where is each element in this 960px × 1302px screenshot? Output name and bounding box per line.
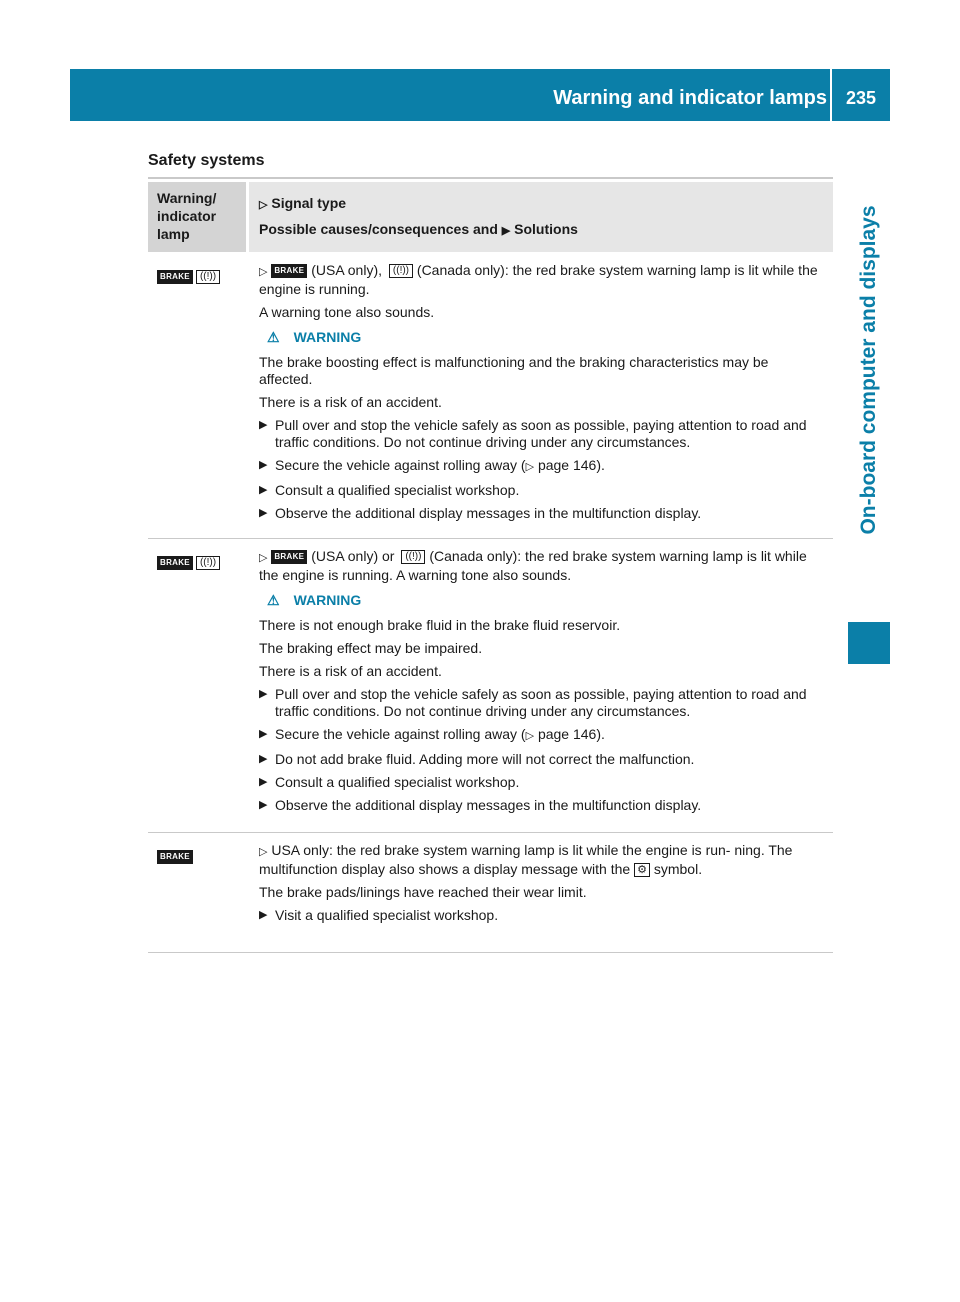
bullet-arrow-icon: ▶ [259,753,268,765]
warning-text: There is a risk of an accident. [259,394,442,410]
wear-text: The brake pads/linings have reached their wear limit. [259,884,587,900]
gear-icon: ⚙ [634,863,650,877]
bullet-arrow-icon: ▶ [259,728,268,740]
warning-text: There is not enough brake fluid in the brake fluid reservoir. [259,617,621,633]
tone-text: A warning tone also sounds. [259,304,435,320]
description-cell: ▷ USA only: the red brake system warning lamp is lit while the engine is run- ning. The multifunction display also shows a display message with the ⚙ symbol. The brake pads/linings have reached their wear limit. ▶ Visit a qualified specialist workshop. [258,842,833,952]
table-header [148,182,833,252]
page-reference-link[interactable]: page 146). [537,726,605,742]
description-cell: ▷ BRAKE (USA only), ((!)) (Canada only): the red brake system warning lamp is lit while the engine is running. A warning tone also sounds. ⚠ WARNING The brake boosting effect is malfunctioning and the braking characteristics may be affected. There is a risk of an accident. ▶ Pull over and stop the vehicle safely as soon as possible, paying attention to road and traffic conditions. Do not continue driving under any circumstances. ▶ Secure the vehicle against rolling away (▷ page 146). ▶ Consult a qualified specialist workshop. ▶ Observe the additional display messages in the multifunction display. [258,262,833,538]
abs-lamp-icon: ((!)) [389,264,413,278]
warning-text: There is a risk of an accident. [259,663,442,679]
page-ref-icon: ▷ [525,461,535,473]
warning-text: The brake boosting effect is malfunctioning and the braking characteristics may be affected. [259,354,769,387]
column-header-signal [249,182,833,252]
solutions-label: Solutions [514,221,578,237]
bullet-arrow-icon: ▶ [259,419,268,431]
signal-type-label: Signal type [271,195,347,211]
list-item: ▶ Secure the vehicle against rolling away (▷ page 146). [259,726,825,745]
brake-lamp-icon: BRAKE [157,270,193,284]
list-item: ▶ Observe the additional display messages in the multifunction display. [259,505,702,521]
bullet-arrow-icon: ▶ [259,909,268,921]
lamp-cell [148,262,258,538]
list-item: ▶ Pull over and stop the vehicle safely as soon as possible, paying attention to road and traffic conditions. Do not continue driving under any circumstances. [259,417,807,450]
description-cell: ▷ BRAKE (USA only) or ((!)) (Canada only): the red brake system warning lamp is lit while the engine is running. A warning tone also sounds. ⚠ WARNING There is not enough brake fluid in the brake fluid reservoir. The braking effect may be impaired. There is a risk of an accident. ▶ Pull over and stop the vehicle safely as soon as possible, paying attention to road and traffic conditions. Do not continue driving under any circumstances. ▶ Secure the vehicle against rolling away (▷ page 146). ▶ Do not add brake fluid. Adding more will not correct the malfunction. ▶ Consult a qualified specialist workshop. ▶ Observe the additional display messages in the multifunction display. [258,548,833,832]
warning-heading: ⚠ WARNING [267,592,362,608]
solutions-arrow-icon: ▶ [501,225,511,237]
page-reference-link[interactable]: page 146). [537,457,605,473]
signal-icon: ▷ [259,552,268,564]
lamp-cell [148,548,258,832]
bullet-arrow-icon: ▶ [259,484,268,496]
brake-lamp-icon: BRAKE [157,850,193,864]
list-item: ▶ Observe the additional display messages in the multifunction display. [259,797,702,813]
signal-icon: ▷ [259,199,268,211]
side-tab-marker [848,622,890,664]
bullet-arrow-icon: ▶ [259,459,268,471]
warning-text: The braking effect may be impaired. [259,640,483,656]
warning-heading: ⚠ WARNING [267,329,362,345]
brake-lamp-icon: BRAKE [157,556,193,570]
side-tab-label: On-board computer and displays [857,205,880,535]
running-header-title: Warning and indicator lamps [553,87,827,109]
bullet-arrow-icon: ▶ [259,799,268,811]
list-item: ▶ Pull over and stop the vehicle safely as soon as possible, paying attention to road and traffic conditions. Do not continue driving under any circumstances. [259,686,807,719]
section-title: Safety systems [148,152,265,169]
causes-label: Possible causes/consequences and [259,221,498,237]
page-ref-icon: ▷ [525,730,535,742]
table-row [148,842,833,953]
list-item: ▶ Secure the vehicle against rolling away (▷ page 146). [259,457,825,476]
signal-icon: ▷ [259,846,268,858]
list-item: ▶ Visit a qualified specialist workshop. [259,907,499,923]
abs-lamp-icon: ((!)) [196,270,220,284]
list-item: ▶ Consult a qualified specialist workshop. [259,774,520,790]
abs-lamp-icon: ((!)) [401,550,425,564]
brake-lamp-icon: BRAKE [271,550,307,564]
brake-lamp-icon: BRAKE [271,264,307,278]
warning-triangle-icon: ⚠ [267,592,280,608]
section-rule [148,177,833,179]
column-header-lamp: Warning/ indicator lamp [148,182,246,252]
warning-triangle-icon: ⚠ [267,329,280,345]
bullet-arrow-icon: ▶ [259,507,268,519]
bullet-arrow-icon: ▶ [259,688,268,700]
bullet-arrow-icon: ▶ [259,776,268,788]
table-row [148,548,833,833]
page-number: 235 [845,88,877,108]
signal-icon: ▷ [259,266,268,278]
list-item: ▶ Do not add brake fluid. Adding more will not correct the malfunction. [259,751,695,767]
table-row [148,262,833,539]
abs-lamp-icon: ((!)) [196,556,220,570]
lamp-cell [148,842,258,952]
list-item: ▶ Consult a qualified specialist workshop. [259,482,520,498]
